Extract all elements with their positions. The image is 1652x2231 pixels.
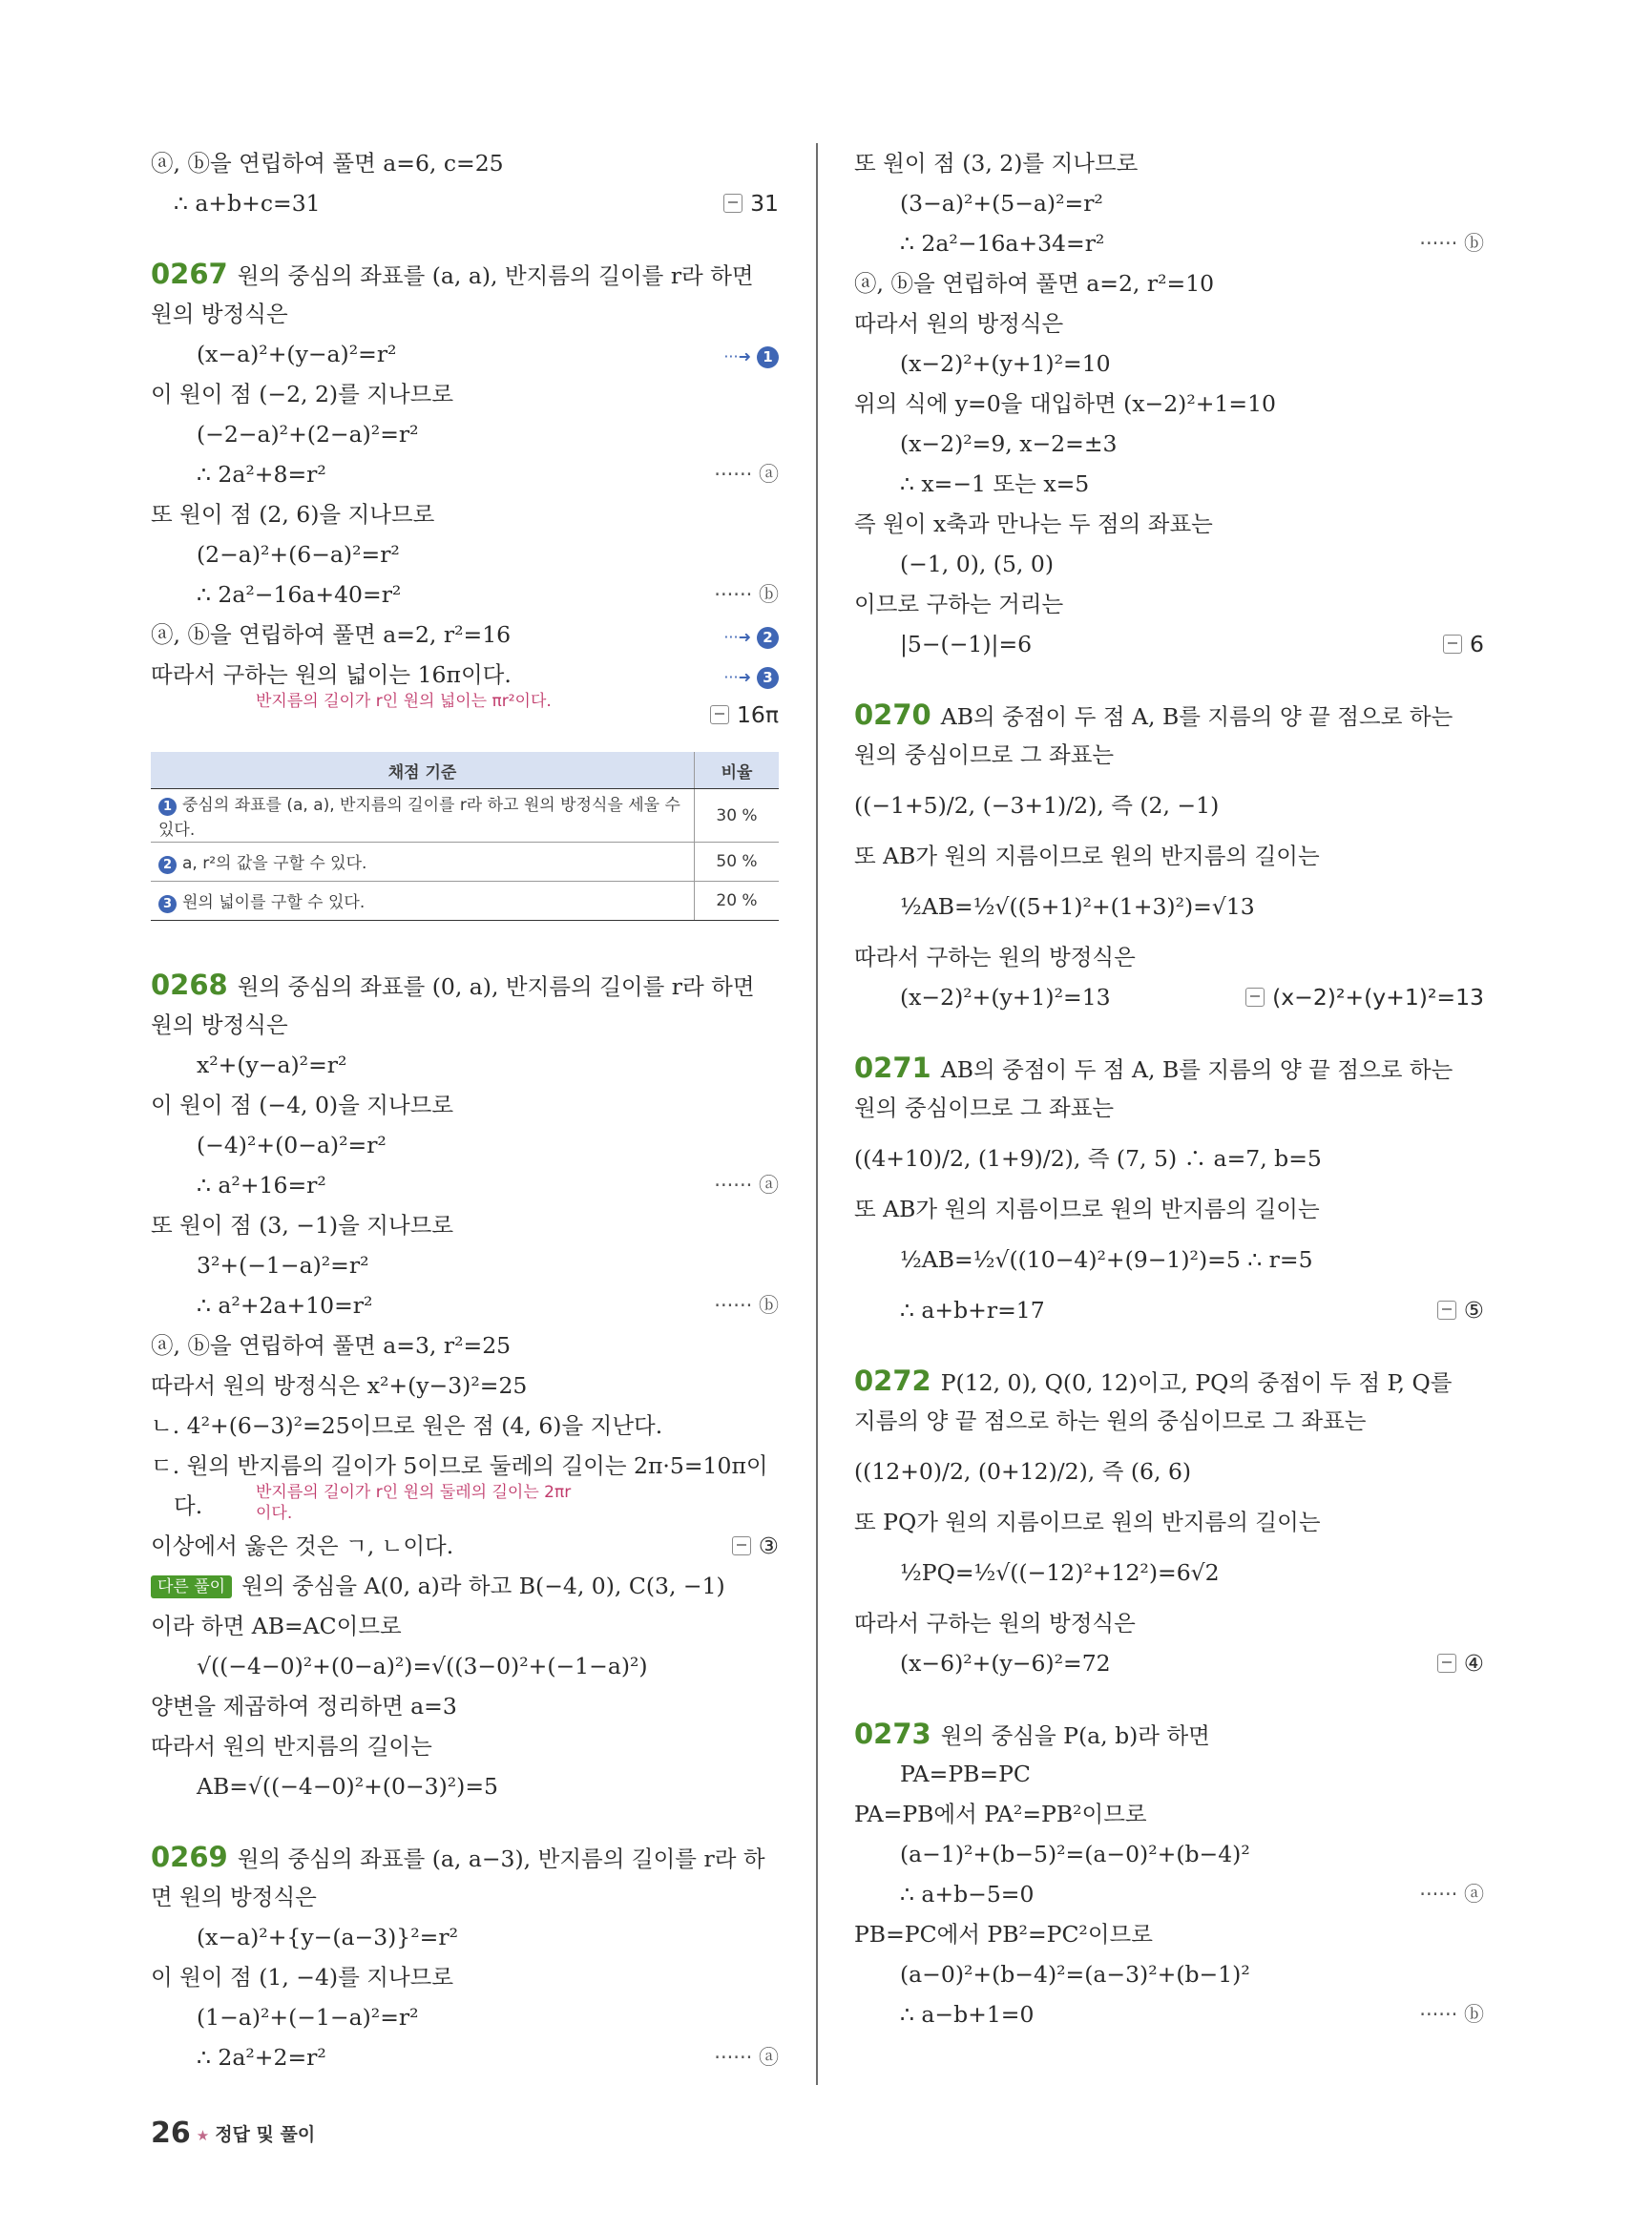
solution-line	[854, 303, 1484, 344]
line-text: ㄴ. 4²+(6−3)²=25이므로 원은 점 (4, 6)을 지난다.	[151, 1412, 663, 1439]
solution-line	[151, 183, 779, 223]
problem-heading	[151, 254, 779, 294]
answer-value: ⑤	[1463, 1297, 1484, 1324]
section-gap	[854, 1017, 1484, 1048]
solution-line	[854, 1189, 1484, 1229]
line-text: P(12, 0), Q(0, 12)이고, PQ의 중점이 두 점 P, Q를	[940, 1369, 1453, 1396]
line-text: PA=PB=PC	[900, 1761, 1031, 1787]
problem-number: 0271	[854, 1052, 931, 1084]
grading-criteria-text: 중심의 좌표를 (a, a), 반지름의 길이를 r라 하고 원의 방정식을 세울 수 있다.	[158, 796, 680, 840]
grading-criteria-text: a, r²의 값을 구할 수 있다.	[182, 854, 367, 873]
side-note	[256, 1482, 580, 1524]
line-text: ⓐ, ⓑ을 연립하여 풀면 a=2, r²=10	[854, 270, 1215, 297]
problem-heading	[151, 1837, 779, 1877]
grading-criteria	[151, 882, 695, 921]
line-text: AB=√((−4−0)²+(0−3)²)=5	[197, 1773, 498, 1800]
problem-heading	[151, 965, 779, 1005]
problem-number: 0272	[854, 1365, 931, 1397]
solution-line	[151, 1205, 779, 1245]
step-2-icon: 2	[757, 627, 779, 649]
alt-solution-badge: 다른 풀이	[151, 1575, 232, 1598]
answer-value: 16π	[736, 701, 779, 728]
solution-line	[854, 977, 1484, 1017]
problem-number: 0273	[854, 1718, 931, 1750]
right-lines	[854, 143, 1484, 2034]
line-text: (a−1)²+(b−5)²=(a−0)²+(b−4)²	[900, 1841, 1250, 1867]
line-text: (a−0)²+(b−4)²=(a−3)²+(b−1)²	[900, 1961, 1250, 1988]
line-text: (x−a)²+{y−(a−3)}²=r²	[197, 1924, 459, 1950]
step-marker	[723, 615, 779, 657]
solution-line	[854, 384, 1484, 424]
line-text: 또 AB가 원의 지름이므로 원의 반지름의 길이는	[854, 843, 1320, 869]
grading-ratio: 50 %	[695, 843, 780, 882]
line-text: AB의 중점이 두 점 A, B를 지름의 양 끝 점으로 하는	[940, 703, 1453, 730]
grading-row	[151, 789, 779, 843]
answer-icon	[1245, 988, 1265, 1007]
solution-line	[854, 1128, 1484, 1189]
line-text: 따라서 원의 방정식은 x²+(y−3)²=25	[151, 1372, 528, 1399]
side-note	[256, 691, 580, 712]
solution-line	[151, 294, 779, 334]
equation-marker: ······ ⓐ	[714, 463, 779, 486]
equation-marker: ······ ⓐ	[714, 2046, 779, 2069]
line-text: ½PQ=½√((−12)²+12²)=6√2	[900, 1559, 1220, 1586]
solution-line	[151, 1606, 779, 1646]
section-gap	[854, 664, 1484, 695]
answer	[1437, 1290, 1484, 1330]
line-text: AB의 중점이 두 점 A, B를 지름의 양 끝 점으로 하는	[940, 1056, 1453, 1083]
solution-line	[854, 1401, 1484, 1441]
star-icon: ★	[196, 2127, 210, 2144]
answer-icon	[710, 705, 729, 724]
solution-line	[854, 1603, 1484, 1643]
line-text: (x−6)²+(y−6)²=72	[900, 1650, 1111, 1677]
line-text: ∴ x=−1 또는 x=5	[900, 470, 1090, 497]
line-text: 지름의 양 끝 점으로 하는 원의 중심이므로 그 좌표는	[854, 1407, 1367, 1434]
problem-heading	[854, 695, 1484, 735]
line-text: ⓐ, ⓑ을 연립하여 풀면 a=3, r²=25	[151, 1332, 512, 1359]
solution-line	[854, 263, 1484, 303]
answer-icon	[1437, 1654, 1456, 1673]
line-text: ∴ a²+16=r²	[197, 1172, 326, 1199]
line-text: 이 원이 점 (1, −4)를 지나므로	[151, 1964, 454, 1991]
solution-line	[151, 1997, 779, 2037]
line-text: ((4+10)/2, (1+9)/2), 즉 (7, 5) ∴ a=7, b=5	[854, 1145, 1322, 1172]
section-gap	[854, 1330, 1484, 1361]
solution-line	[854, 1290, 1484, 1330]
line-text: x²+(y−a)²=r²	[197, 1052, 347, 1078]
solution-line	[151, 454, 779, 494]
solution-line	[854, 624, 1484, 664]
line-text: 원의 중심을 P(a, b)라 하면	[940, 1722, 1210, 1749]
line-text: (−1, 0), (5, 0)	[900, 551, 1054, 577]
solution-line	[854, 424, 1484, 464]
solution-line	[151, 1566, 779, 1606]
line-text: (x−2)²=9, x−2=±3	[900, 430, 1118, 457]
line-text: 원의 중심을 A(0, a)라 하고 B(−4, 0), C(3, −1)	[241, 1573, 725, 1599]
solution-line	[151, 1085, 779, 1125]
column-divider	[816, 143, 818, 2085]
solution-line	[151, 1446, 779, 1486]
solution-line	[854, 1229, 1484, 1290]
solution-line	[151, 655, 779, 695]
problem-heading	[854, 1048, 1484, 1088]
answer-value: 6	[1470, 631, 1484, 657]
line-text: (−2−a)²+(2−a)²=r²	[197, 421, 419, 448]
line-text: PB=PC에서 PB²=PC²이므로	[854, 1921, 1153, 1948]
solution-line	[854, 775, 1484, 836]
solution-line	[854, 464, 1484, 504]
problem-number: 0269	[151, 1841, 228, 1873]
line-text: (x−a)²+(y−a)²=r²	[197, 341, 397, 367]
solution-line	[854, 344, 1484, 384]
left-lines-a	[151, 143, 779, 735]
section-gap	[151, 223, 779, 254]
grading-criteria	[151, 843, 695, 882]
line-text: ∴ a+b−5=0	[900, 1881, 1035, 1908]
line-text: 또 원이 점 (3, 2)를 지나므로	[854, 150, 1139, 177]
answer-icon	[723, 194, 742, 213]
solution-line	[151, 615, 779, 655]
solution-line	[854, 1441, 1484, 1502]
step-marker	[723, 334, 779, 377]
line-text: 또 AB가 원의 지름이므로 원의 반지름의 길이는	[854, 1196, 1320, 1222]
answer-value: ③	[758, 1533, 779, 1559]
answer-value: (x−2)²+(y+1)²=13	[1272, 984, 1484, 1011]
solution-line	[151, 534, 779, 574]
line-text: 다.	[174, 1492, 203, 1519]
step-marker	[723, 655, 779, 698]
solution-line	[151, 1917, 779, 1957]
line-text: 위의 식에 y=0을 대입하면 (x−2)²+1=10	[854, 390, 1276, 417]
solution-line	[151, 1526, 779, 1566]
line-text: 이 원이 점 (−2, 2)를 지나므로	[151, 381, 454, 407]
line-text: ½AB=½√((5+1)²+(1+3)²)=√13	[900, 893, 1255, 920]
solution-line	[151, 1366, 779, 1406]
solution-line	[854, 223, 1484, 263]
line-text: ½AB=½√((10−4)²+(9−1)²)=5 ∴ r=5	[900, 1246, 1313, 1273]
equation-marker: ······ ⓐ	[1419, 1883, 1484, 1906]
line-text: 양변을 제곱하여 정리하면 a=3	[151, 1693, 457, 1720]
solution-line	[151, 494, 779, 534]
solution-line	[151, 1165, 779, 1205]
solution-line	[151, 1483, 779, 1526]
step-3-icon: 3	[158, 895, 177, 913]
step-2-icon: 2	[158, 856, 177, 874]
solution-line	[151, 1285, 779, 1325]
solution-line	[854, 1914, 1484, 1954]
equation-marker: ······ ⓐ	[714, 1174, 779, 1197]
step-1-icon: 1	[158, 798, 177, 816]
line-text: 원의 중심의 좌표를 (a, a−3), 반지름의 길이를 r라 하	[237, 1845, 765, 1872]
solution-line	[854, 1834, 1484, 1874]
solution-line	[151, 692, 779, 735]
line-text: 원의 중심이므로 그 좌표는	[854, 741, 1115, 768]
solution-line	[854, 1794, 1484, 1834]
grading-head-ratio: 비율	[695, 752, 780, 789]
line-text: ∴ 2a²−16a+34=r²	[900, 230, 1105, 257]
grading-row	[151, 843, 779, 882]
step-3-icon: 3	[757, 667, 779, 689]
solution-line	[854, 1643, 1484, 1683]
line-text: √((−4−0)²+(0−a)²)=√((3−0)²+(−1−a)²)	[197, 1653, 648, 1679]
line-text: 이라 하면 AB=AC이므로	[151, 1613, 402, 1639]
solution-line	[854, 1754, 1484, 1794]
line-text: 또 원이 점 (3, −1)을 지나므로	[151, 1212, 454, 1239]
answer-value: ④	[1463, 1650, 1484, 1677]
solution-line	[854, 1502, 1484, 1542]
line-text: 따라서 구하는 원의 방정식은	[854, 944, 1136, 970]
solution-line	[854, 735, 1484, 775]
problem-heading	[854, 1714, 1484, 1754]
solution-line	[151, 1045, 779, 1085]
solution-line	[151, 1125, 779, 1165]
line-text: 원의 중심의 좌표를 (a, a), 반지름의 길이를 r라 하면	[237, 262, 754, 289]
line-text: ∴ a−b+1=0	[900, 2001, 1035, 2028]
solution-line	[854, 1954, 1484, 1994]
footer-label: 정답 및 풀이	[215, 2124, 316, 2145]
arrow-icon: ···➜	[723, 668, 751, 686]
side-note-text: 반지름의 길이가 r인 원의 둘레의 길이는 2πr이다.	[256, 1483, 572, 1523]
side-note-text: 반지름의 길이가 r인 원의 넓이는 πr²이다.	[256, 692, 552, 711]
line-text: ∴ a+b+c=31	[174, 190, 321, 217]
answer-value: 31	[750, 190, 779, 217]
line-text: 이므로 구하는 거리는	[854, 591, 1064, 617]
line-text: 따라서 원의 방정식은	[854, 310, 1064, 337]
line-text: 면 원의 방정식은	[151, 1884, 317, 1910]
page-number: 26	[151, 2116, 191, 2150]
solution-line	[854, 504, 1484, 544]
grading-criteria-text: 원의 넓이를 구할 수 있다.	[182, 893, 366, 912]
line-text: (3−a)²+(5−a)²=r²	[900, 190, 1103, 217]
line-text: ∴ 2a²−16a+40=r²	[197, 581, 402, 608]
problem-number: 0270	[854, 698, 931, 731]
answer-icon	[1437, 1301, 1456, 1320]
answer-icon	[732, 1536, 751, 1555]
solution-line	[151, 1957, 779, 1997]
line-text: ∴ 2a²+8=r²	[197, 461, 326, 488]
line-text: 따라서 원의 반지름의 길이는	[151, 1733, 432, 1760]
answer	[723, 183, 779, 223]
line-text: (2−a)²+(6−a)²=r²	[197, 541, 400, 568]
line-text: ⓐ, ⓑ을 연립하여 풀면 a=2, r²=16	[151, 621, 512, 648]
left-lines-b	[151, 965, 779, 2077]
line-text: ((−1+5)/2, (−3+1)/2), 즉 (2, −1)	[854, 792, 1220, 819]
line-text: 이 원이 점 (−4, 0)을 지나므로	[151, 1092, 454, 1118]
answer	[732, 1526, 779, 1566]
section-gap	[151, 1806, 779, 1837]
line-text: ㄷ. 원의 반지름의 길이가 5이므로 둘레의 길이는 2π·5=10π이	[151, 1452, 768, 1479]
solution-line	[854, 544, 1484, 584]
line-text: ∴ a²+2a+10=r²	[197, 1292, 373, 1319]
solution-line	[151, 574, 779, 615]
solution-line	[151, 1766, 779, 1806]
line-text: ∴ 2a²+2=r²	[197, 2044, 326, 2071]
answer	[1443, 624, 1484, 664]
solution-line	[151, 414, 779, 454]
line-text: 3²+(−1−a)²=r²	[197, 1252, 369, 1279]
equation-marker: ······ ⓑ	[714, 583, 779, 606]
equation-marker: ······ ⓑ	[1419, 2003, 1484, 2026]
solution-line	[854, 1542, 1484, 1603]
line-text: PA=PB에서 PA²=PB²이므로	[854, 1801, 1147, 1827]
answer	[1437, 1643, 1484, 1683]
grading-ratio: 30 %	[695, 789, 780, 843]
arrow-icon: ···➜	[723, 347, 751, 365]
line-text: (x−2)²+(y+1)²=10	[900, 350, 1111, 377]
line-text: 원의 방정식은	[151, 301, 288, 327]
line-text: (−4)²+(0−a)²=r²	[197, 1132, 387, 1158]
grading-head-criteria: 채점 기준	[151, 752, 695, 789]
line-text: 따라서 구하는 원의 방정식은	[854, 1610, 1136, 1637]
solution-line	[854, 183, 1484, 223]
step-1-icon: 1	[757, 346, 779, 368]
line-text: 원의 중심이므로 그 좌표는	[854, 1095, 1115, 1121]
line-text: 즉 원이 x축과 만나는 두 점의 좌표는	[854, 511, 1213, 537]
solution-line	[854, 1994, 1484, 2034]
section-gap	[854, 1683, 1484, 1714]
line-text: ∴ a+b+r=17	[900, 1297, 1045, 1324]
grading-row	[151, 882, 779, 921]
solution-line	[151, 143, 779, 183]
solution-line	[854, 1088, 1484, 1128]
line-text: 또 PQ가 원의 지름이므로 원의 반지름의 길이는	[854, 1509, 1321, 1535]
line-text: 따라서 구하는 원의 넓이는 16π이다.	[151, 661, 512, 688]
solution-line	[151, 1726, 779, 1766]
solution-line	[151, 1325, 779, 1366]
solution-line	[151, 1245, 779, 1285]
line-text: (x−2)²+(y+1)²=13	[900, 984, 1111, 1011]
line-text: 이상에서 옳은 것은 ㄱ, ㄴ이다.	[151, 1533, 454, 1559]
grading-ratio: 20 %	[695, 882, 780, 921]
solution-line	[854, 1874, 1484, 1914]
right-column	[854, 143, 1484, 2034]
grading-criteria	[151, 789, 695, 843]
problem-heading	[854, 1361, 1484, 1401]
left-column	[151, 143, 779, 2077]
solution-line	[151, 334, 779, 374]
line-text: 원의 방정식은	[151, 1011, 288, 1038]
grading-table	[151, 752, 779, 921]
problem-number: 0268	[151, 969, 228, 1001]
solution-line	[854, 836, 1484, 876]
solution-line	[854, 937, 1484, 977]
equation-marker: ······ ⓑ	[714, 1294, 779, 1317]
solution-line	[151, 1686, 779, 1726]
arrow-icon: ···➜	[723, 628, 751, 646]
line-text: ⓐ, ⓑ을 연립하여 풀면 a=6, c=25	[151, 150, 504, 177]
solution-line	[151, 1646, 779, 1686]
line-text: 또 원이 점 (2, 6)을 지나므로	[151, 501, 435, 528]
line-text: 원의 중심의 좌표를 (0, a), 반지름의 길이를 r라 하면	[237, 973, 755, 1000]
solution-line	[854, 143, 1484, 183]
solution-line	[854, 584, 1484, 624]
page-footer	[151, 2116, 315, 2150]
equation-marker: ······ ⓑ	[1419, 232, 1484, 255]
line-text: (1−a)²+(−1−a)²=r²	[197, 2004, 419, 2031]
solution-line	[151, 1877, 779, 1917]
answer	[710, 695, 779, 735]
line-text: |5−(−1)|=6	[900, 631, 1033, 657]
solution-line	[854, 876, 1484, 937]
solution-line	[151, 374, 779, 414]
grading-table-wrap	[151, 752, 779, 921]
solution-line	[151, 2037, 779, 2077]
problem-number: 0267	[151, 258, 228, 290]
solution-line	[151, 1005, 779, 1045]
solution-line	[151, 1406, 779, 1446]
line-text: ((12+0)/2, (0+12)/2), 즉 (6, 6)	[854, 1458, 1192, 1485]
answer-icon	[1443, 635, 1462, 654]
answer	[1245, 977, 1484, 1017]
